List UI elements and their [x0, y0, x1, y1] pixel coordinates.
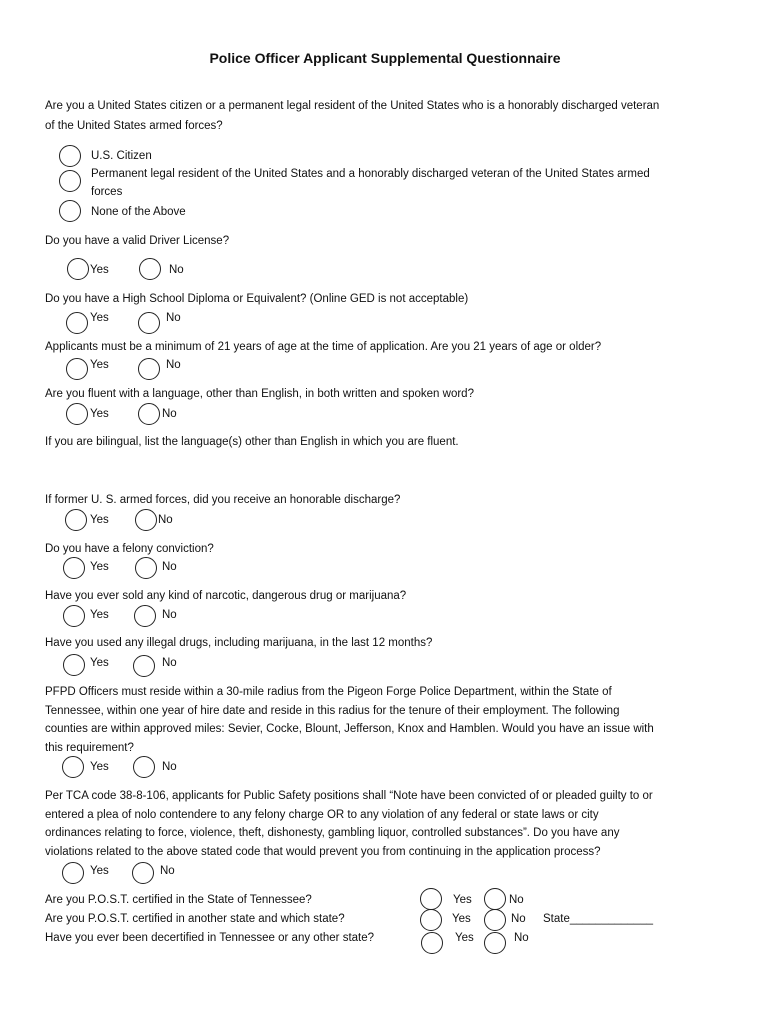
- label-yes: Yes: [90, 312, 109, 324]
- radio-post-tn-yes[interactable]: [420, 888, 442, 910]
- label-no: No: [169, 264, 184, 276]
- label-no: No: [511, 913, 526, 925]
- label-permanent-resident-cont: forces: [91, 186, 123, 198]
- radio-felony-yes[interactable]: [63, 557, 85, 579]
- radio-none-of-above[interactable]: [59, 200, 81, 222]
- radio-driver-license-yes[interactable]: [67, 258, 89, 280]
- question-tca-code: Per TCA code 38-8-106, applicants for Public Safety positions shall “Note have been convicted of or pleaded guilty to or: [45, 790, 653, 802]
- radio-language-no[interactable]: [138, 403, 160, 425]
- radio-post-tn-no[interactable]: [484, 888, 506, 910]
- question-residency-cont: Tennessee, within one year of hire date and reside in this radius for the tenure of their employment. The following: [45, 705, 620, 717]
- label-no: No: [509, 894, 524, 906]
- radio-residency-no[interactable]: [133, 756, 155, 778]
- label-permanent-resident: Permanent legal resident of the United States and a honorably discharged veteran of the United States armed: [91, 168, 650, 180]
- radio-tca-no[interactable]: [132, 862, 154, 884]
- state-field[interactable]: State_____________: [543, 913, 653, 925]
- radio-residency-yes[interactable]: [62, 756, 84, 778]
- radio-us-citizen[interactable]: [59, 145, 81, 167]
- radio-driver-license-no[interactable]: [139, 258, 161, 280]
- radio-decertified-yes[interactable]: [421, 932, 443, 954]
- radio-decertified-no[interactable]: [484, 932, 506, 954]
- label-yes: Yes: [90, 657, 109, 669]
- question-illegal-drugs: Have you used any illegal drugs, including marijuana, in the last 12 months?: [45, 637, 433, 649]
- label-no: No: [162, 408, 177, 420]
- radio-illegal-drugs-yes[interactable]: [63, 654, 85, 676]
- question-sold-drugs: Have you ever sold any kind of narcotic, dangerous drug or marijuana?: [45, 590, 407, 602]
- question-felony: Do you have a felony conviction?: [45, 543, 214, 555]
- label-yes: Yes: [90, 514, 109, 526]
- label-yes: Yes: [453, 894, 472, 906]
- label-no: No: [514, 932, 529, 944]
- label-none-of-above: None of the Above: [91, 206, 186, 218]
- label-yes: Yes: [452, 913, 471, 925]
- label-us-citizen: U.S. Citizen: [91, 150, 152, 162]
- question-residency-cont: counties are within approved miles: Sevier, Cocke, Blount, Jefferson, Knox and Hamblen. Would you have an issue with: [45, 723, 654, 735]
- radio-age-no[interactable]: [138, 358, 160, 380]
- label-yes: Yes: [90, 865, 109, 877]
- question-bilingual: If you are bilingual, list the language(s) other than English in which you are fluent.: [45, 436, 459, 448]
- question-language-fluency: Are you fluent with a language, other than English, in both written and spoken word?: [45, 388, 474, 400]
- label-no: No: [162, 761, 177, 773]
- label-no: No: [160, 865, 175, 877]
- radio-felony-no[interactable]: [135, 557, 157, 579]
- label-no: No: [162, 609, 177, 621]
- radio-discharge-no[interactable]: [135, 509, 157, 531]
- question-age: Applicants must be a minimum of 21 years of age at the time of application. Are you 21 years of age or older?: [45, 341, 602, 353]
- page-title: Police Officer Applicant Supplemental Questionnaire: [209, 50, 561, 66]
- radio-diploma-yes[interactable]: [66, 312, 88, 334]
- question-tca-code-cont: violations related to the above stated code that would prevent you from continuing in the application process?: [45, 846, 601, 858]
- radio-post-other-yes[interactable]: [420, 909, 442, 931]
- question-decertified: Have you ever been decertified in Tennessee or any other state?: [45, 932, 375, 944]
- question-residency: PFPD Officers must reside within a 30-mile radius from the Pigeon Forge Police Department, within the State of: [45, 686, 612, 698]
- label-no: No: [158, 514, 173, 526]
- label-no: No: [162, 657, 177, 669]
- question-driver-license: Do you have a valid Driver License?: [45, 235, 230, 247]
- label-yes: Yes: [90, 761, 109, 773]
- label-yes: Yes: [90, 359, 109, 371]
- label-no: No: [166, 359, 181, 371]
- label-yes: Yes: [90, 561, 109, 573]
- question-residency-cont: this requirement?: [45, 742, 134, 754]
- label-yes: Yes: [90, 264, 109, 276]
- label-yes: Yes: [455, 932, 474, 944]
- question-post-tennessee: Are you P.O.S.T. certified in the State of Tennessee?: [45, 894, 312, 906]
- question-post-other-state: Are you P.O.S.T. certified in another state and which state?: [45, 913, 345, 925]
- radio-age-yes[interactable]: [66, 358, 88, 380]
- question-citizenship: Are you a United States citizen or a permanent legal resident of the United States who is a honorably discharged veteran: [45, 100, 660, 112]
- question-honorable-discharge: If former U. S. armed forces, did you receive an honorable discharge?: [45, 494, 401, 506]
- label-yes: Yes: [90, 609, 109, 621]
- radio-diploma-no[interactable]: [138, 312, 160, 334]
- label-no: No: [162, 561, 177, 573]
- radio-illegal-drugs-no[interactable]: [133, 655, 155, 677]
- radio-tca-yes[interactable]: [62, 862, 84, 884]
- question-diploma: Do you have a High School Diploma or Equivalent? (Online GED is not acceptable): [45, 293, 469, 305]
- radio-sold-drugs-yes[interactable]: [63, 605, 85, 627]
- radio-permanent-resident[interactable]: [59, 170, 81, 192]
- radio-discharge-yes[interactable]: [65, 509, 87, 531]
- label-no: No: [166, 312, 181, 324]
- radio-sold-drugs-no[interactable]: [134, 605, 156, 627]
- radio-post-other-no[interactable]: [484, 909, 506, 931]
- question-tca-code-cont: entered a plea of nolo contendere to any felony charge OR to any violation of any federal or state laws or city: [45, 809, 599, 821]
- label-yes: Yes: [90, 408, 109, 420]
- question-tca-code-cont: ordinances relating to force, violence, theft, dishonesty, gambling liquor, controlled substances”. Do you have any: [45, 827, 620, 839]
- radio-language-yes[interactable]: [66, 403, 88, 425]
- question-citizenship-cont: of the United States armed forces?: [45, 120, 223, 132]
